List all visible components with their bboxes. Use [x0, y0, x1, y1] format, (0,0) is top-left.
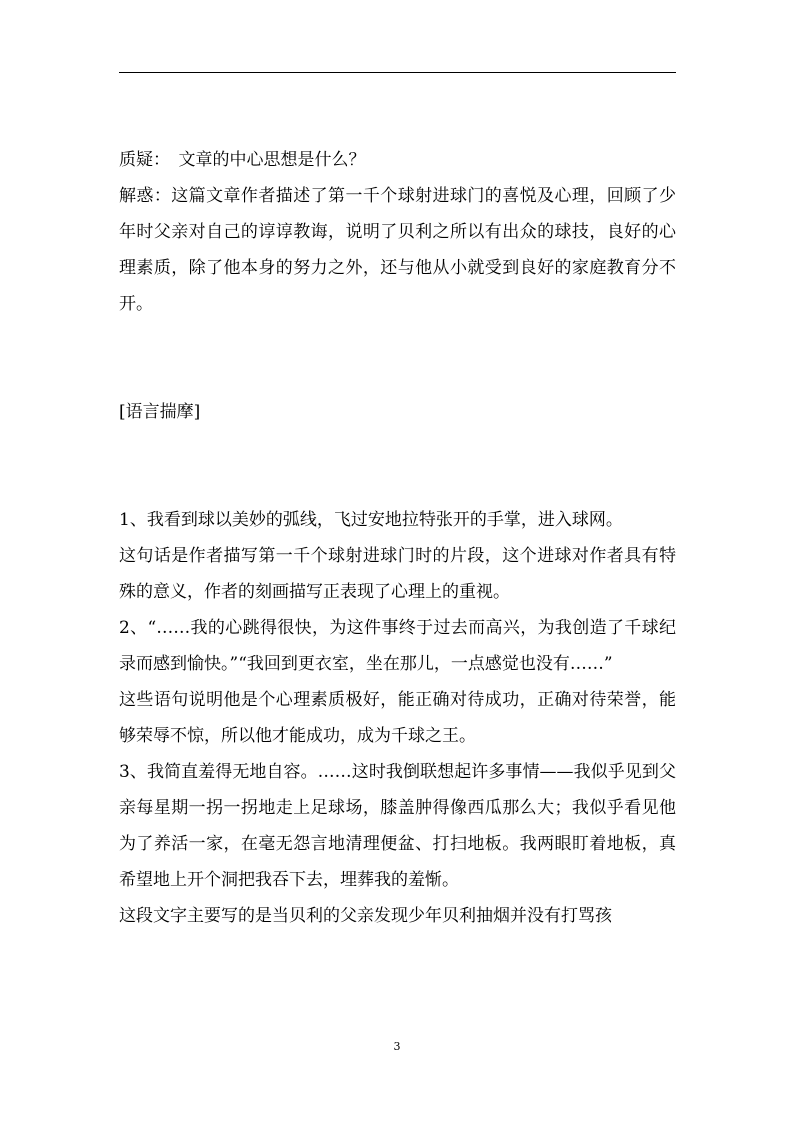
spacer: [119, 430, 676, 502]
spacer: [119, 322, 676, 394]
item-3-analysis: 这段文字主要写的是当贝利的父亲发现少年贝利抽烟并没有打骂孩: [119, 906, 612, 926]
item-1-quote: 1、我看到球以美妙的弧线，飞过安地拉特张开的手掌，进入球网。: [119, 510, 623, 530]
item-2-analysis: 这些语句说明他是个心理素质极好，能正确对待成功，正确对待荣誉，能够荣辱不惊，所以他才能成功，成为千球之王。: [119, 690, 676, 746]
item-1-analysis: 这句话是作者描写第一千个球射进球门时的片段，这个进球对作者具有特殊的意义，作者的刻画描写正表现了心理上的重视。: [119, 546, 676, 602]
item-3-quote: 3、我简直羞得无地自容。……这时我倒联想起许多事情——我似乎见到父亲每星期一拐一拐地走上足球场，膝盖肿得像西瓜那么大；我似乎看见他为了养活一家，在毫无怨言地清理便盆、打扫地板。我两眼盯着地板，真希望地上开个洞把我吞下去，埋葬我的羞惭。: [119, 762, 676, 890]
section-title: [语言揣摩]: [119, 402, 201, 422]
page-number: 3: [393, 1040, 401, 1053]
header-rule: [119, 72, 676, 73]
page-content: [119, 142, 676, 934]
item-2-quote: 2、“……我的心跳得很快，为这件事终于过去而高兴，为我创造了千球纪录而感到愉快。”“我回到更衣室，坐在那儿，一点感觉也没有……”: [119, 618, 676, 674]
question-line: 质疑： 文章的中心思想是什么？: [119, 150, 366, 170]
answer-paragraph: 解惑：这篇文章作者描述了第一千个球射进球门的喜悦及心理，回顾了少年时父亲对自己的谆谆教诲，说明了贝利之所以有出众的球技，良好的心理素质，除了他本身的努力之外，还与他从小就受到良好的家庭教育分不开。: [119, 186, 676, 314]
